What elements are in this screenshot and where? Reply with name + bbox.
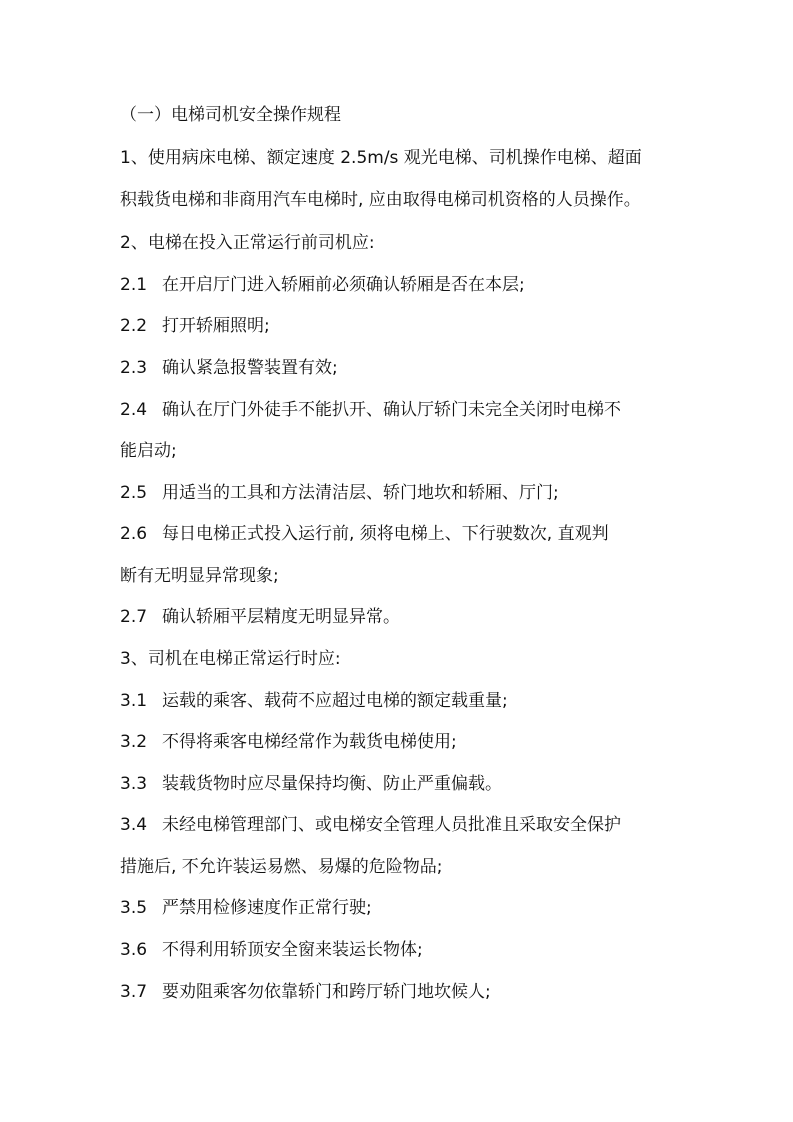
item-number: 2.1 — [120, 275, 148, 295]
item-number: 3.3 — [120, 774, 148, 794]
section-heading: （一）电梯司机安全操作规程 — [120, 105, 341, 125]
item-number: 3.1 — [120, 691, 148, 711]
item-number: 2.4 — [120, 400, 148, 420]
list-item-2-4-continuation: 能启动; — [120, 441, 177, 461]
list-item-3-4 — [120, 815, 621, 835]
list-item-2-3 — [120, 358, 338, 378]
item-text: 确认在厅门外徒手不能扒开、确认厅轿门未完全关闭时电梯不 — [162, 400, 621, 420]
list-item-2-6 — [120, 524, 609, 544]
item-number: 3.6 — [120, 940, 148, 960]
list-item-3-3 — [120, 774, 502, 794]
item-number: 3.5 — [120, 898, 148, 918]
item-text: 确认轿厢平层精度无明显异常。 — [162, 607, 400, 627]
item-text: 不得利用轿顶安全窗来装运长物体; — [162, 940, 423, 960]
list-item-3-2 — [120, 732, 457, 752]
item-text: 用适当的工具和方法清洁层、轿门地坎和轿厢、厅门; — [162, 483, 559, 503]
item-text: 要劝阻乘客勿依靠轿门和跨厅轿门地坎候人; — [162, 982, 491, 1002]
item-text: 在开启厅门进入轿厢前必须确认轿厢是否在本层; — [162, 275, 525, 295]
item-text: 每日电梯正式投入运行前, 须将电梯上、下行驶数次, 直观判 — [162, 524, 609, 544]
list-item-2-5 — [120, 483, 559, 503]
item-text: 未经电梯管理部门、或电梯安全管理人员批准且采取安全保护 — [162, 815, 621, 835]
item-number: 2.2 — [120, 316, 148, 336]
section-3-title: 3、司机在电梯正常运行时应: — [120, 649, 341, 669]
item-number: 3.7 — [120, 982, 148, 1002]
item-text: 打开轿厢照明; — [162, 316, 270, 336]
list-item-3-1 — [120, 691, 508, 711]
list-item-2-2 — [120, 316, 270, 336]
item-number: 3.4 — [120, 815, 148, 835]
item-number: 3.2 — [120, 732, 148, 752]
list-item-3-4-continuation: 措施后, 不允许装运易燃、易爆的危险物品; — [120, 857, 443, 877]
item-number: 2.3 — [120, 358, 148, 378]
list-item-2-1 — [120, 275, 525, 295]
list-item-2-6-continuation: 断有无明显异常现象; — [120, 566, 279, 586]
item-text: 装载货物时应尽量保持均衡、防止严重偏载。 — [162, 774, 502, 794]
section-2-title: 2、电梯在投入正常运行前司机应: — [120, 233, 375, 253]
list-item-2-4 — [120, 400, 621, 420]
item-text: 确认紧急报警装置有效; — [162, 358, 338, 378]
item-number: 2.7 — [120, 607, 148, 627]
item-number: 2.6 — [120, 524, 148, 544]
list-item-3-5 — [120, 898, 372, 918]
paragraph-1-line-1: 1、使用病床电梯、额定速度 2.5m/s 观光电梯、司机操作电梯、超面 — [120, 148, 642, 168]
item-text: 运载的乘客、载荷不应超过电梯的额定载重量; — [162, 691, 508, 711]
item-number: 2.5 — [120, 483, 148, 503]
paragraph-1-line-2: 积载货电梯和非商用汽车电梯时, 应由取得电梯司机资格的人员操作。 — [120, 190, 641, 210]
list-item-3-6 — [120, 940, 423, 960]
list-item-3-7 — [120, 982, 491, 1002]
item-text: 不得将乘客电梯经常作为载货电梯使用; — [162, 732, 457, 752]
list-item-2-7 — [120, 607, 400, 627]
item-text: 严禁用检修速度作正常行驶; — [162, 898, 372, 918]
